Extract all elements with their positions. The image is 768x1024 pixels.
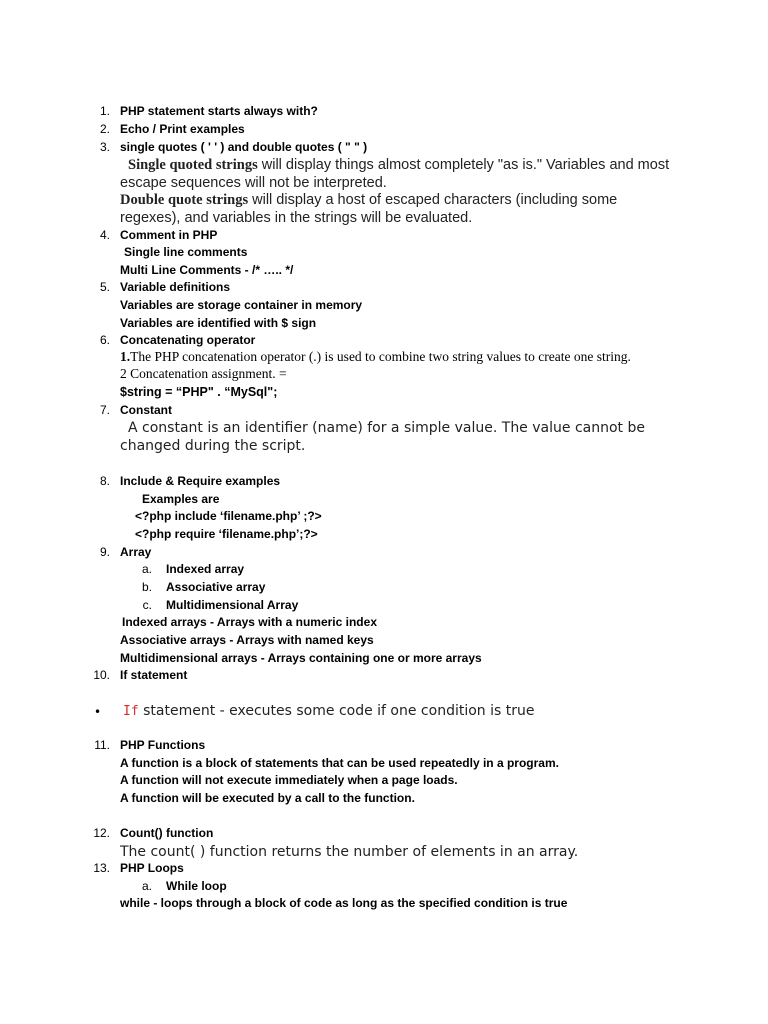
constant-line-1: A constant is an identifier (name) for a simple value. The value cannot be bbox=[128, 420, 645, 436]
concat-line-1-number: 1. bbox=[120, 349, 131, 364]
while-loop-desc: while - loops through a block of code as long as the specified condition is true bbox=[120, 896, 568, 910]
single-line-comments: Single line comments bbox=[124, 245, 248, 259]
item-number: 1. bbox=[99, 104, 110, 118]
concat-code-part-1: $string = “ bbox=[120, 385, 183, 399]
concat-code-part-3: " . “MySql"; bbox=[207, 385, 278, 399]
variable-def-line-1: Variables are storage container in memory bbox=[120, 298, 363, 312]
multidimensional-array-desc: Multidimensional arrays - Arrays containing one or more arrays bbox=[120, 651, 482, 665]
item-number: 11. bbox=[94, 738, 110, 752]
sub-item-while-loop: While loop bbox=[166, 879, 227, 893]
concat-code-part-2: PHP bbox=[182, 385, 208, 399]
item-number: 2. bbox=[99, 122, 110, 136]
require-example: <?php require ‘filename.php’;?> bbox=[135, 527, 318, 541]
single-quote-text: will display things almost completely "as is." Variables and most bbox=[257, 157, 670, 173]
include-example: <?php include ‘filename.php’ ;?> bbox=[135, 509, 322, 523]
single-quote-continuation: escape sequences will not be interpreted. bbox=[120, 175, 387, 191]
concat-line-3 bbox=[120, 384, 277, 400]
single-quote-term: Single quoted strings bbox=[128, 157, 258, 173]
functions-line-2: A function will not execute immediately when a page loads. bbox=[120, 773, 458, 787]
item-number: 10. bbox=[93, 668, 110, 682]
sub-item-marker: a. bbox=[141, 562, 152, 576]
item-number: 6. bbox=[99, 333, 110, 347]
include-examples-label: Examples are bbox=[142, 492, 220, 506]
double-quote-description bbox=[120, 191, 617, 209]
sub-item-marker: c. bbox=[142, 598, 152, 612]
item-5-heading: Variable definitions bbox=[120, 280, 231, 294]
item-7-heading: Constant bbox=[120, 403, 172, 417]
item-9-heading: Array bbox=[120, 545, 152, 559]
item-10-heading: If statement bbox=[120, 668, 188, 682]
if-statement-text: statement - executes some code if one condition is true bbox=[138, 703, 535, 719]
item-number: 5. bbox=[99, 280, 110, 294]
item-11-heading: PHP Functions bbox=[120, 738, 206, 752]
concat-line-1-text: The PHP concatenation operator (.) is used to combine two string values to create one string. bbox=[130, 349, 631, 364]
indexed-array-desc: Indexed arrays - Arrays with a numeric index bbox=[122, 615, 377, 629]
double-quote-text: will display a host of escaped characters (including some bbox=[248, 192, 618, 208]
item-number: 4. bbox=[99, 228, 110, 242]
constant-line-2: changed during the script. bbox=[120, 438, 306, 454]
bullet-icon: • bbox=[94, 705, 102, 719]
concat-line-2: 2 Concatenation assignment. = bbox=[120, 366, 287, 381]
double-quote-term: Double quote strings bbox=[120, 192, 249, 208]
item-4-heading: Comment in PHP bbox=[120, 228, 218, 242]
concat-line-1 bbox=[120, 349, 631, 365]
item-1-heading: PHP statement starts always with? bbox=[120, 104, 318, 118]
item-number: 7. bbox=[99, 403, 110, 417]
item-6-heading: Concatenating operator bbox=[120, 333, 256, 347]
count-function-desc: The count( ) function returns the number of elements in an array. bbox=[120, 844, 579, 860]
item-number: 3. bbox=[99, 140, 110, 154]
item-number: 9. bbox=[99, 545, 110, 559]
item-8-heading: Include & Require examples bbox=[120, 474, 281, 488]
sub-item-marker: a. bbox=[141, 879, 152, 893]
multi-line-comments: Multi Line Comments - /* ….. */ bbox=[120, 263, 294, 277]
sub-item-marker: b. bbox=[141, 580, 152, 594]
functions-line-3: A function will be executed by a call to the function. bbox=[120, 791, 415, 805]
item-number: 13. bbox=[93, 861, 110, 875]
associative-array-desc: Associative arrays - Arrays with named keys bbox=[120, 633, 374, 647]
sub-item-multidimensional-array: Multidimensional Array bbox=[166, 598, 299, 612]
double-quote-continuation: regexes), and variables in the strings will be evaluated. bbox=[120, 210, 473, 226]
single-quote-description bbox=[128, 156, 669, 174]
variable-def-line-2: Variables are identified with $ sign bbox=[120, 316, 317, 330]
sub-item-associative-array: Associative array bbox=[166, 580, 266, 594]
item-3-heading: single quotes ( ' ' ) and double quotes ( " " ) bbox=[120, 140, 368, 154]
item-2-heading: Echo / Print examples bbox=[120, 122, 245, 136]
item-13-heading: PHP Loops bbox=[120, 861, 184, 875]
item-number: 12. bbox=[93, 826, 110, 840]
item-12-heading: Count() function bbox=[120, 826, 214, 840]
functions-line-1: A function is a block of statements that can be used repeatedly in a program. bbox=[120, 756, 559, 770]
sub-item-indexed-array: Indexed array bbox=[166, 562, 245, 576]
item-number: 8. bbox=[99, 474, 110, 488]
if-keyword: If bbox=[123, 704, 139, 719]
if-statement-desc bbox=[123, 702, 534, 721]
